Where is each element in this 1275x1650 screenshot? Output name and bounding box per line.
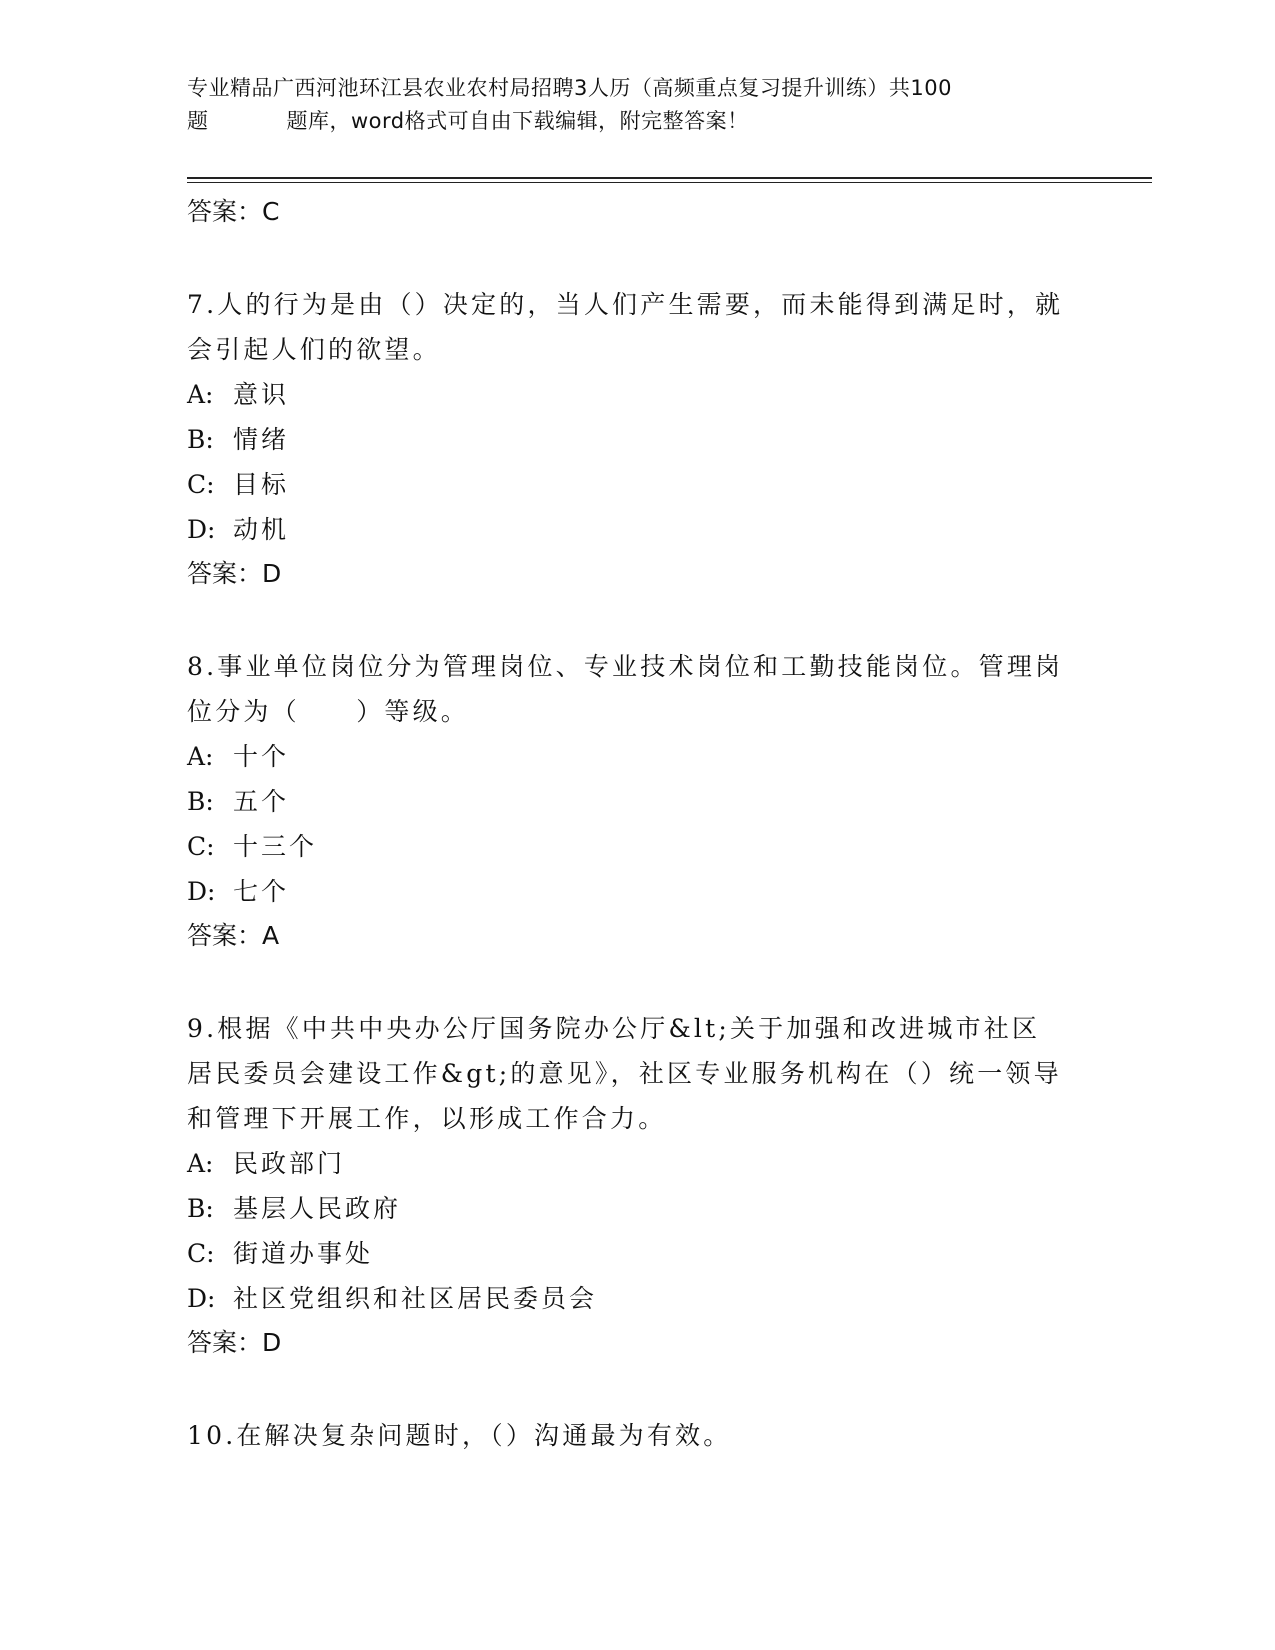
option-text: 情绪 bbox=[233, 425, 290, 454]
option-key: D: bbox=[187, 877, 216, 906]
option-8-d bbox=[187, 869, 1087, 914]
answer-line-7: 答案：D bbox=[187, 559, 282, 588]
option-9-b bbox=[187, 1186, 1087, 1231]
option-key: B: bbox=[187, 787, 214, 816]
header-divider-thick bbox=[187, 177, 1152, 179]
option-text: 目标 bbox=[233, 470, 290, 499]
question-8: 8.事业单位岗位分为管理岗位、专业技术岗位和工勤技能岗位。管理岗位分为（ ）等级。 bbox=[187, 652, 1064, 726]
option-text: 意识 bbox=[233, 380, 290, 409]
option-key: D: bbox=[187, 515, 216, 544]
option-key: A: bbox=[187, 380, 214, 409]
question-7: 7.人的行为是由（）决定的，当人们产生需要，而未能得到满足时，就会引起人们的欲望。 bbox=[187, 290, 1064, 364]
option-key: A: bbox=[187, 1149, 214, 1178]
option-text: 街道办事处 bbox=[233, 1239, 374, 1268]
option-key: C: bbox=[187, 832, 215, 861]
option-7-d bbox=[187, 507, 1087, 552]
option-9-a bbox=[187, 1141, 1087, 1186]
option-7-a bbox=[187, 372, 1087, 417]
option-7-b bbox=[187, 417, 1087, 462]
header-title-line-1: 专业精品广西河池环江县农业农村局招聘3人历（高频重点复习提升训练）共100 bbox=[187, 76, 952, 100]
header-title-line-2 bbox=[187, 105, 1087, 138]
option-text: 社区党组织和社区居民委员会 bbox=[233, 1284, 598, 1313]
answer-line-6: 答案：C bbox=[187, 197, 280, 226]
question-9: 9.根据《中共中央办公厅国务院办公厅&lt;关于加强和改进城市社区居民委员会建设工作&gt;的意见》，社区专业服务机构在（）统一领导和管理下开展工作，以形成工作合力。 bbox=[187, 1014, 1062, 1133]
option-text: 动机 bbox=[233, 515, 290, 544]
option-key: D: bbox=[187, 1284, 216, 1313]
option-key: C: bbox=[187, 470, 215, 499]
option-key: C: bbox=[187, 1239, 215, 1268]
option-8-b bbox=[187, 779, 1087, 824]
option-key: B: bbox=[187, 425, 214, 454]
option-8-a bbox=[187, 734, 1087, 779]
answer-line-8: 答案：A bbox=[187, 921, 280, 950]
option-9-d bbox=[187, 1276, 1087, 1321]
option-9-c bbox=[187, 1231, 1087, 1276]
header-title-fragment-2: 题库，word格式可自由下载编辑，附完整答案！ bbox=[286, 109, 749, 133]
option-text: 五个 bbox=[233, 787, 290, 816]
question-list bbox=[187, 190, 1087, 1458]
header-divider-thin bbox=[187, 182, 1152, 183]
option-text: 七个 bbox=[233, 877, 290, 906]
header-title-fragment: 题 bbox=[187, 109, 209, 133]
option-7-c bbox=[187, 462, 1087, 507]
answer-line-9: 答案：D bbox=[187, 1328, 282, 1357]
option-text: 基层人民政府 bbox=[233, 1194, 402, 1223]
option-text: 民政部门 bbox=[233, 1149, 346, 1178]
option-text: 十三个 bbox=[233, 832, 318, 861]
question-10: 10.在解决复杂问题时，（）沟通最为有效。 bbox=[187, 1421, 732, 1450]
page-header bbox=[187, 72, 1087, 138]
option-key: A: bbox=[187, 742, 214, 771]
option-key: B: bbox=[187, 1194, 214, 1223]
option-text: 十个 bbox=[233, 742, 290, 771]
option-8-c bbox=[187, 824, 1087, 869]
